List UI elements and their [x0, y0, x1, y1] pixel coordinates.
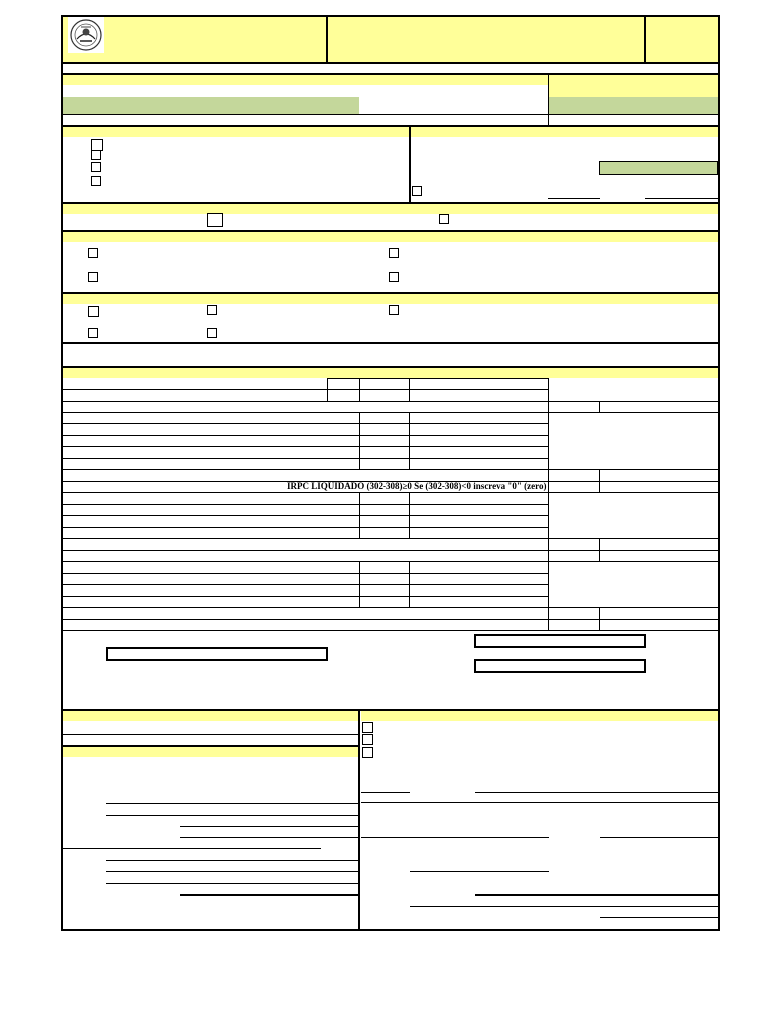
table-rule	[61, 423, 549, 424]
section-header	[63, 127, 718, 137]
table-rule	[61, 515, 549, 516]
checkbox-icon[interactable]	[207, 305, 217, 315]
checkbox-icon[interactable]	[207, 328, 217, 338]
table-column-rule	[359, 492, 360, 538]
checkbox-icon[interactable]	[362, 734, 373, 745]
total-box[interactable]	[474, 634, 646, 648]
section-header	[63, 75, 548, 85]
checkbox-icon[interactable]	[412, 186, 422, 196]
field-line	[63, 848, 321, 849]
table-column-rule	[409, 412, 410, 469]
field-line	[106, 860, 358, 861]
table-rule	[61, 630, 720, 631]
table-rule	[61, 538, 720, 539]
national-emblem-icon	[68, 17, 104, 53]
table-column-rule	[409, 561, 410, 607]
checkbox-icon[interactable]	[389, 248, 399, 258]
table-column-rule	[409, 492, 410, 538]
section-header	[63, 368, 718, 378]
table-column-rule	[548, 378, 549, 630]
field-line	[361, 792, 410, 793]
field-fill[interactable]	[549, 97, 718, 114]
field-line	[180, 894, 358, 896]
table-column-rule	[327, 378, 328, 401]
rule	[61, 734, 359, 735]
table-rule	[61, 550, 720, 551]
section-header	[63, 204, 718, 214]
table-rule	[61, 504, 549, 505]
field-line	[361, 837, 549, 838]
table-column-rule	[599, 469, 600, 492]
table-column-rule	[359, 378, 360, 401]
checkbox-icon[interactable]	[389, 305, 399, 315]
field-line	[180, 826, 358, 827]
table-column-rule	[359, 412, 360, 469]
table-rule	[61, 435, 549, 436]
table-column-rule	[599, 607, 600, 630]
irpc-liquidado-label: IRPC LIQUIDADO (302-308)≥0 Se (302-308)<0 inscreva "0" (zero)	[287, 481, 547, 491]
table-rule	[61, 458, 549, 459]
field-line	[106, 871, 358, 872]
field-fill[interactable]	[63, 97, 359, 114]
checkbox-icon[interactable]	[362, 722, 373, 733]
checkbox-icon[interactable]	[207, 213, 223, 227]
checkbox-icon[interactable]	[88, 248, 98, 258]
checkbox-icon[interactable]	[91, 176, 101, 186]
section-header	[63, 294, 718, 304]
table-rule	[61, 527, 549, 528]
table-rule	[61, 607, 720, 608]
section-header	[549, 75, 718, 97]
form-frame	[61, 15, 720, 931]
checkbox-icon[interactable]	[389, 272, 399, 282]
table-rule	[61, 619, 720, 620]
field-line	[548, 198, 600, 199]
table-rule	[327, 378, 549, 379]
field-line	[410, 906, 718, 907]
table-rule	[61, 573, 549, 574]
header-band	[63, 17, 718, 62]
table-column-rule	[599, 538, 600, 561]
table-rule	[61, 596, 549, 597]
checkbox-icon[interactable]	[439, 214, 449, 224]
table-rule	[61, 584, 549, 585]
section-header	[63, 711, 359, 721]
checkbox-icon[interactable]	[362, 747, 373, 758]
signature-box[interactable]	[106, 647, 328, 661]
checkbox-icon[interactable]	[91, 150, 101, 160]
total-box[interactable]	[474, 659, 646, 673]
section-header	[63, 232, 718, 242]
cell-divider	[358, 711, 360, 931]
cell-divider	[409, 127, 411, 203]
field-line	[600, 837, 718, 838]
table-column-rule	[599, 401, 600, 412]
table-rule	[61, 389, 549, 390]
section-header	[361, 711, 718, 721]
table-column-rule	[359, 561, 360, 607]
rule	[61, 342, 720, 344]
field-line	[645, 198, 718, 199]
checkbox-icon[interactable]	[88, 306, 99, 317]
header-divider	[326, 17, 328, 62]
table-rule	[61, 492, 720, 493]
table-rule	[61, 401, 720, 402]
field-line	[180, 837, 358, 838]
checkbox-icon[interactable]	[91, 162, 101, 172]
rule	[61, 62, 720, 64]
field-line	[106, 803, 358, 804]
field-line	[410, 871, 549, 872]
field-line	[475, 792, 718, 793]
field-line	[600, 917, 718, 918]
table-rule	[61, 412, 720, 413]
section-header	[63, 747, 358, 757]
table-rule	[61, 446, 549, 447]
field-line	[106, 883, 358, 884]
checkbox-icon[interactable]	[88, 272, 98, 282]
header-divider	[644, 17, 646, 62]
cell-divider	[548, 75, 549, 126]
field-line	[106, 815, 358, 816]
field-line	[361, 802, 718, 803]
table-rule	[61, 561, 720, 562]
field-line	[475, 894, 718, 896]
field-fill[interactable]	[599, 161, 718, 175]
checkbox-icon[interactable]	[88, 328, 98, 338]
rule	[61, 114, 720, 115]
table-rule	[61, 469, 720, 470]
table-column-rule	[409, 378, 410, 401]
